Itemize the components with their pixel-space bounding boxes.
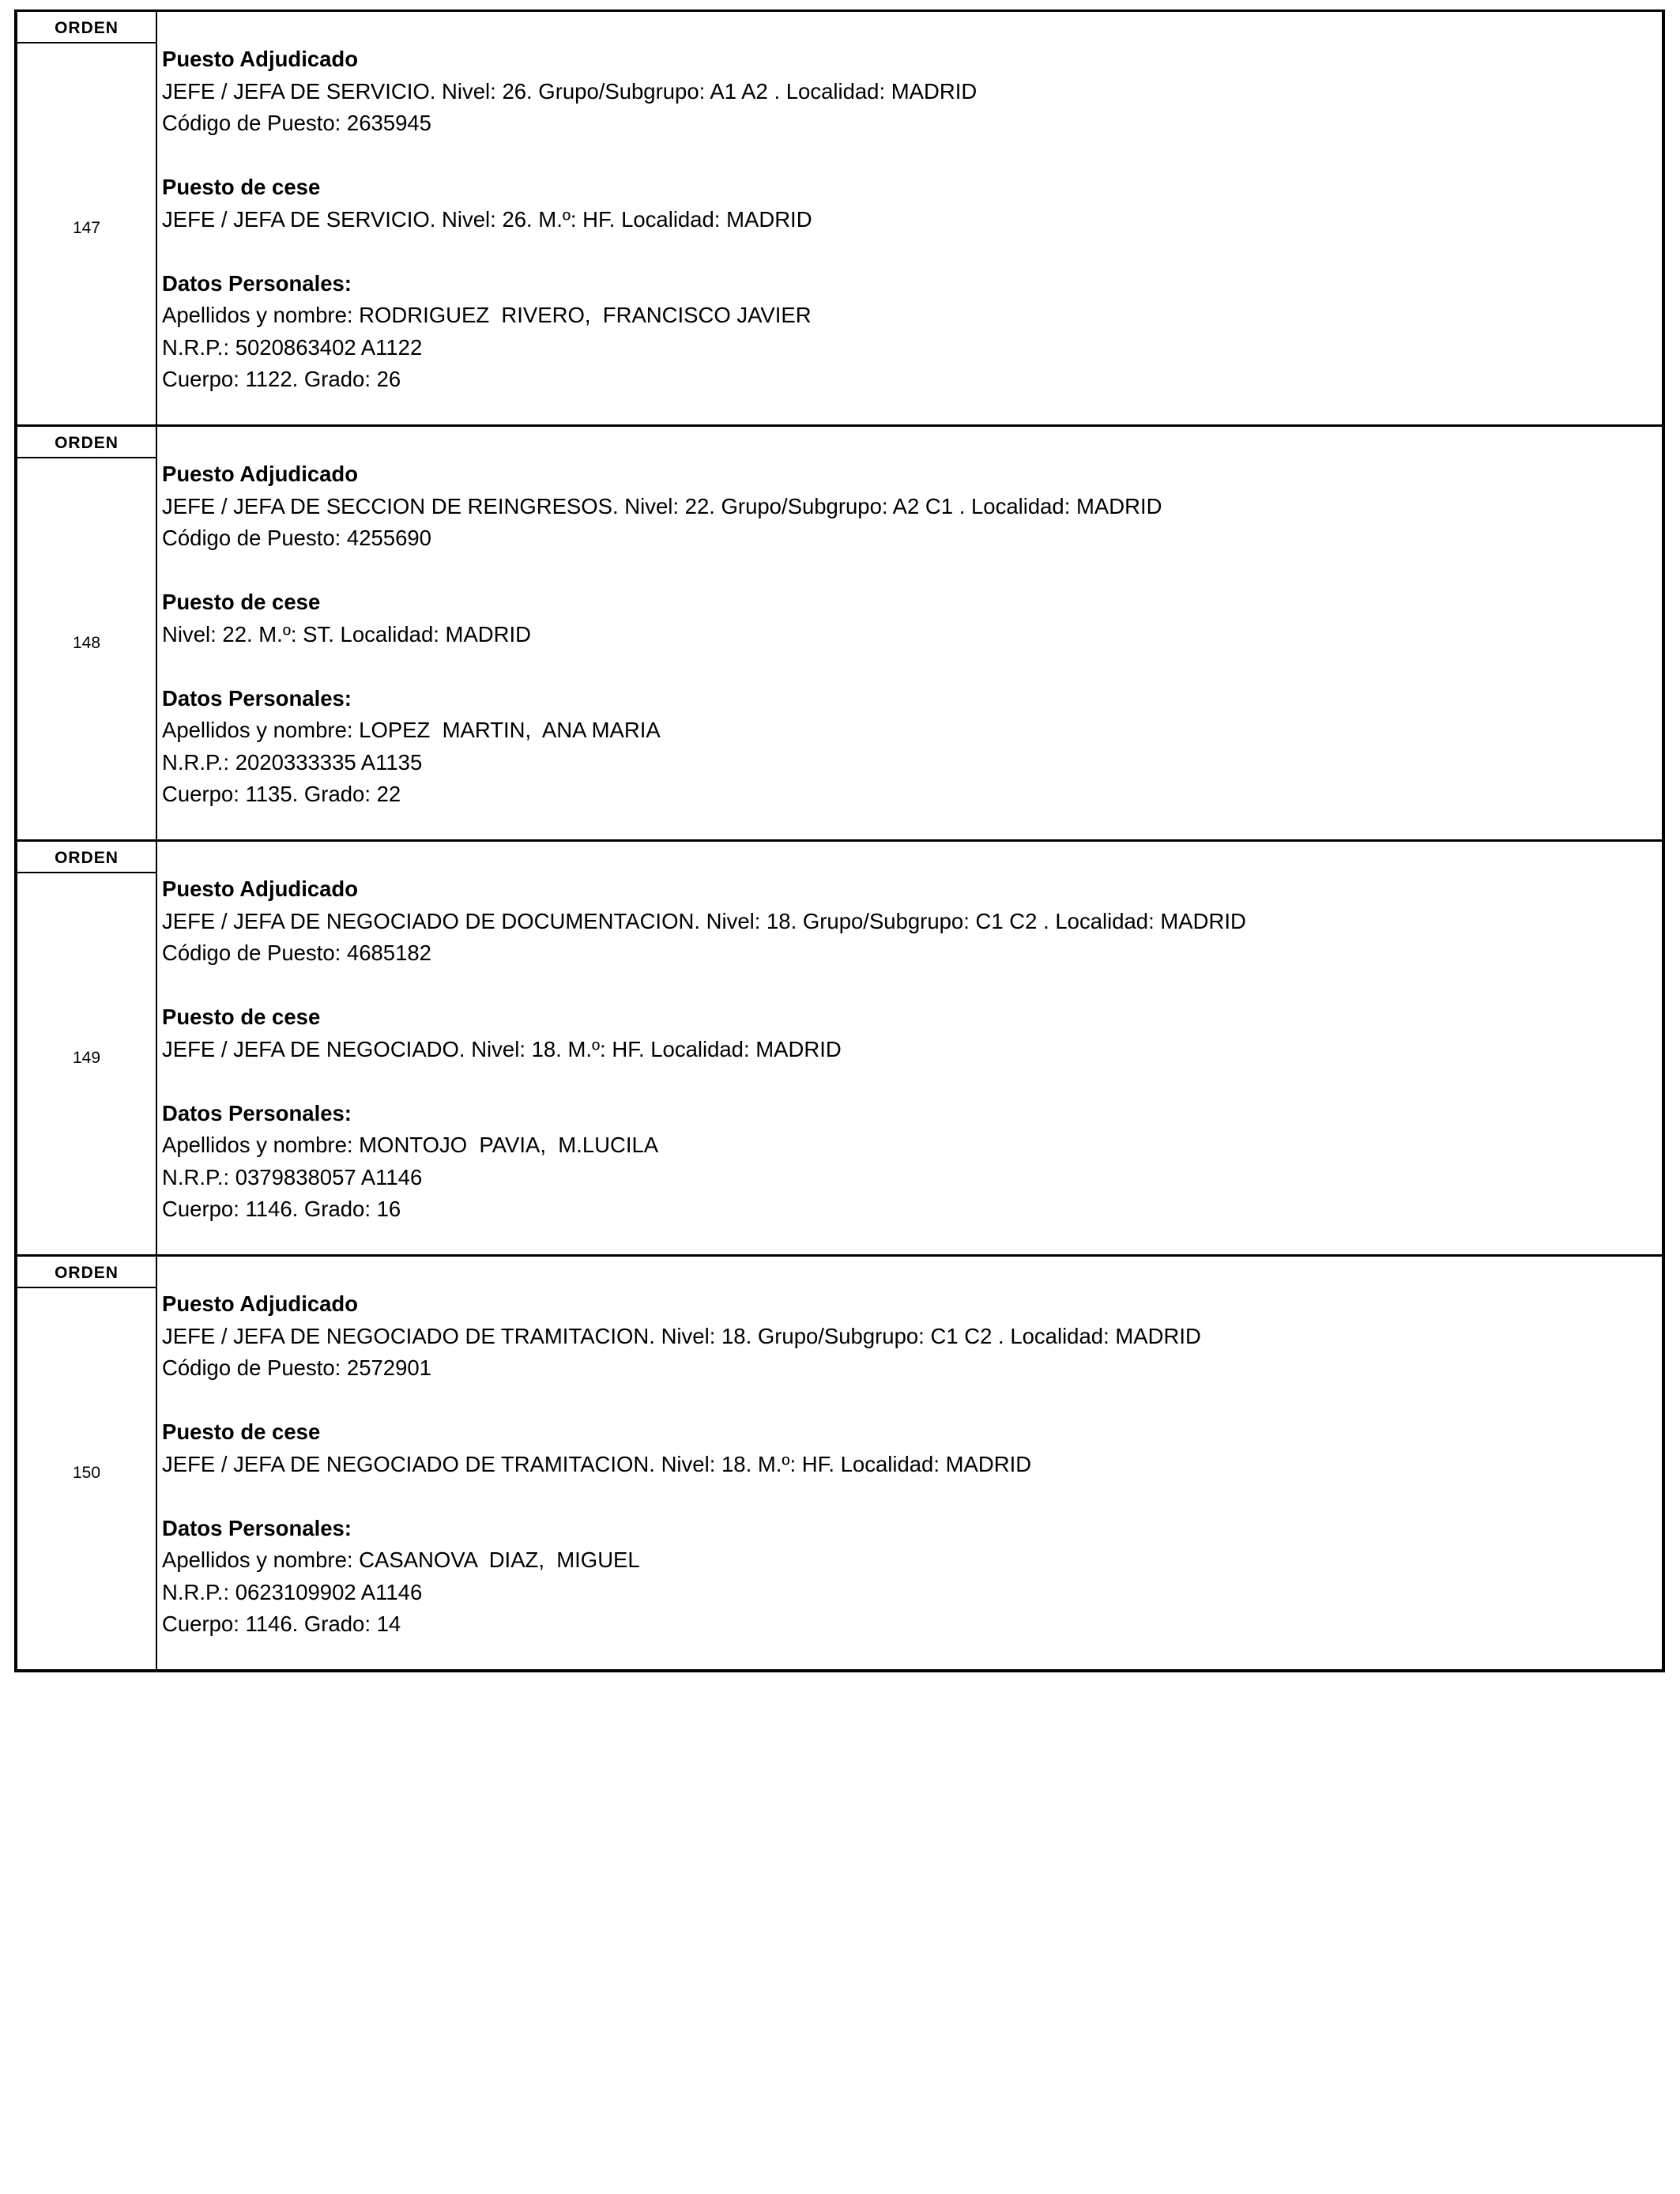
puesto-adjudicado-heading: Puesto Adjudicado: [162, 47, 359, 71]
spacer: [162, 236, 1662, 268]
orden-cell: [17, 842, 157, 1254]
apellidos-y-nombre: Apellidos y nombre: CASANOVA DIAZ, MIGUEL: [162, 1547, 640, 1572]
record-row: [17, 1257, 1662, 1669]
puesto-adjudicado-heading: Puesto Adjudicado: [162, 1291, 359, 1316]
spacer: [162, 1385, 1662, 1417]
nrp: N.R.P.: 5020863402 A1122: [162, 334, 423, 360]
cuerpo-grado: Cuerpo: 1122. Grado: 26: [162, 367, 401, 391]
puesto-de-cese-heading: Puesto de cese: [162, 590, 321, 614]
orden-number: 147: [72, 219, 101, 237]
codigo-de-puesto: Código de Puesto: 2572901: [162, 1355, 431, 1380]
orden-label: ORDEN: [17, 1257, 156, 1288]
record-row: [17, 12, 1662, 427]
orden-label: ORDEN: [17, 12, 156, 43]
puesto-adjudicado-heading: Puesto Adjudicado: [162, 876, 359, 901]
datos-personales-heading: Datos Personales:: [162, 270, 352, 296]
apellidos-y-nombre: Apellidos y nombre: LOPEZ MARTIN, ANA MARIA: [162, 718, 661, 742]
datos-personales-heading: Datos Personales:: [162, 685, 352, 711]
codigo-de-puesto: Código de Puesto: 2635945: [162, 111, 431, 135]
orden-number: 148: [72, 634, 101, 652]
puesto-adjudicado-heading: Puesto Adjudicado: [162, 462, 359, 486]
puesto-de-cese-heading: Puesto de cese: [162, 175, 321, 199]
puesto-de-cese-description: JEFE / JEFA DE SERVICIO. Nivel: 26. M.º: HF. Localidad: MADRID: [162, 206, 812, 232]
record-details: [157, 1257, 1662, 1669]
puesto-adjudicado-description: JEFE / JEFA DE NEGOCIADO DE DOCUMENTACION. Nivel: 18. Grupo/Subgrupo: C1 C2 . Localidad: MADRID: [162, 908, 1246, 933]
apellidos-y-nombre: Apellidos y nombre: RODRIGUEZ RIVERO, FRANCISCO JAVIER: [162, 303, 812, 327]
orden-label: ORDEN: [17, 427, 156, 458]
record-row: [17, 427, 1662, 842]
orden-label: ORDEN: [17, 842, 156, 873]
codigo-de-puesto: Código de Puesto: 4685182: [162, 941, 431, 965]
nrp: N.R.P.: 0623109902 A1146: [162, 1579, 423, 1604]
record-details: [157, 12, 1662, 424]
cuerpo-grado: Cuerpo: 1135. Grado: 22: [162, 782, 401, 806]
apellidos-y-nombre: Apellidos y nombre: MONTOJO PAVIA, M.LUCILA: [162, 1133, 659, 1157]
spacer: [162, 140, 1662, 172]
nrp: N.R.P.: 0379838057 A1146: [162, 1164, 423, 1189]
puesto-de-cese-description: Nivel: 22. M.º: ST. Localidad: MADRID: [162, 621, 532, 647]
spacer: [162, 970, 1662, 1002]
spacer: [162, 650, 1662, 683]
puesto-adjudicado-description: JEFE / JEFA DE SECCION DE REINGRESOS. Nivel: 22. Grupo/Subgrupo: A2 C1 . Localidad: MADRID: [162, 493, 1162, 518]
orden-cell: [17, 1257, 157, 1669]
puesto-de-cese-heading: Puesto de cese: [162, 1005, 321, 1029]
spacer: [162, 555, 1662, 587]
records-table: [14, 9, 1665, 1672]
orden-number: 150: [72, 1464, 101, 1482]
spacer: [162, 1480, 1662, 1513]
puesto-adjudicado-description: JEFE / JEFA DE NEGOCIADO DE TRAMITACION. Nivel: 18. Grupo/Subgrupo: C1 C2 . Localidad: MADRID: [162, 1323, 1201, 1348]
spacer: [162, 1065, 1662, 1098]
cuerpo-grado: Cuerpo: 1146. Grado: 14: [162, 1612, 401, 1636]
puesto-de-cese-heading: Puesto de cese: [162, 1419, 321, 1444]
record-details: [157, 842, 1662, 1254]
orden-cell: [17, 427, 157, 839]
puesto-adjudicado-description: JEFE / JEFA DE SERVICIO. Nivel: 26. Grupo/Subgrupo: A1 A2 . Localidad: MADRID: [162, 78, 977, 104]
nrp: N.R.P.: 2020333335 A1135: [162, 749, 423, 775]
puesto-de-cese-description: JEFE / JEFA DE NEGOCIADO DE TRAMITACION. Nivel: 18. M.º: HF. Localidad: MADRID: [162, 1451, 1032, 1476]
datos-personales-heading: Datos Personales:: [162, 1100, 352, 1125]
puesto-de-cese-description: JEFE / JEFA DE NEGOCIADO. Nivel: 18. M.º: HF. Localidad: MADRID: [162, 1036, 842, 1061]
orden-number: 149: [72, 1049, 101, 1067]
cuerpo-grado: Cuerpo: 1146. Grado: 16: [162, 1197, 401, 1221]
datos-personales-heading: Datos Personales:: [162, 1515, 352, 1540]
codigo-de-puesto: Código de Puesto: 4255690: [162, 526, 431, 550]
record-details: [157, 427, 1662, 839]
orden-cell: [17, 12, 157, 424]
record-row: [17, 842, 1662, 1257]
